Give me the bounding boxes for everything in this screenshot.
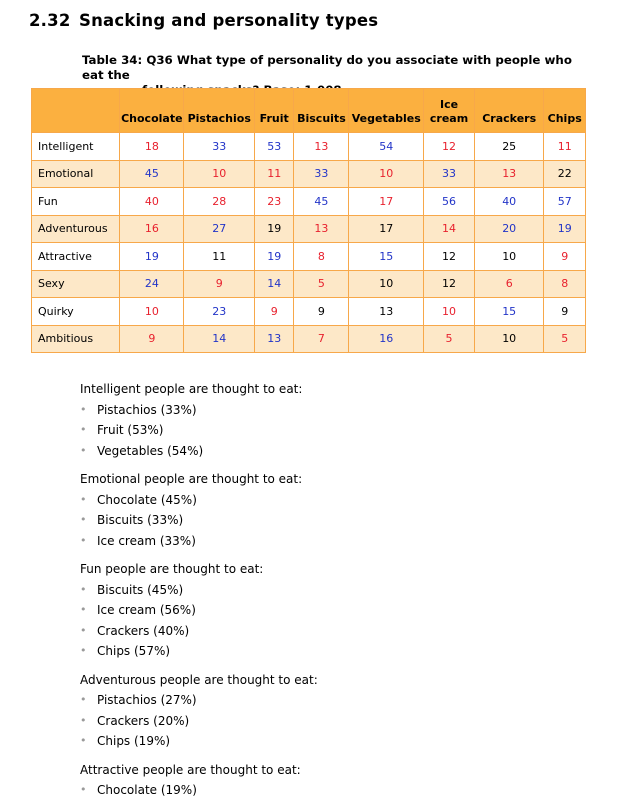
table-cell: 22	[544, 160, 586, 188]
table-cell: 10	[474, 243, 544, 271]
table-cell: 10	[184, 160, 255, 188]
bullet-dot-icon: •	[80, 644, 87, 657]
table-cell: 6	[474, 270, 544, 298]
table-cell: 24	[120, 270, 184, 298]
table-cell: 9	[294, 298, 349, 326]
table-cell: 10	[424, 298, 475, 326]
bullet-dot-icon: •	[80, 734, 87, 747]
table-cell: 23	[184, 298, 255, 326]
summary-group	[80, 670, 580, 752]
table-cell: 12	[424, 270, 475, 298]
table-cell: 27	[184, 215, 255, 243]
table-cell: 14	[424, 215, 475, 243]
list-item-text: Ice cream (56%)	[97, 603, 196, 617]
list-item	[80, 600, 580, 621]
summary-list	[80, 690, 580, 752]
table-cell: 8	[544, 270, 586, 298]
list-item	[80, 510, 580, 531]
table-cell: 57	[544, 188, 586, 216]
bullet-dot-icon: •	[80, 623, 87, 637]
row-label: Fun	[32, 188, 120, 216]
column-header	[349, 89, 424, 133]
table-cell: 54	[349, 133, 424, 161]
table-cell: 8	[294, 243, 349, 271]
summary-group	[80, 559, 580, 662]
table-cell: 19	[255, 215, 294, 243]
table-cell: 9	[544, 243, 586, 271]
list-item-text: Chocolate (19%)	[97, 783, 197, 797]
personality-snacks-table	[31, 88, 586, 353]
table-cell: 19	[120, 243, 184, 271]
list-item	[80, 531, 580, 552]
table-cell: 14	[184, 325, 255, 353]
table-cell: 13	[474, 160, 544, 188]
table-cell: 45	[120, 160, 184, 188]
table-cell: 10	[120, 298, 184, 326]
table-row	[32, 160, 586, 188]
list-item	[80, 780, 580, 801]
table-body	[32, 133, 586, 353]
table-cell: 10	[474, 325, 544, 353]
table-cell: 40	[474, 188, 544, 216]
table-cell: 23	[255, 188, 294, 216]
column-header	[424, 89, 475, 133]
list-item	[80, 621, 580, 642]
list-item-text: Pistachios (33%)	[97, 402, 197, 417]
column-header-text: Fruit	[259, 112, 289, 125]
bullet-dot-icon: •	[80, 603, 87, 616]
table-row	[32, 243, 586, 271]
table-cell: 19	[255, 243, 294, 271]
list-item-text: Biscuits (45%)	[97, 582, 184, 597]
list-item-text: Chips (19%)	[97, 734, 171, 748]
list-item	[80, 641, 580, 662]
column-header	[474, 89, 544, 133]
table-cell: 15	[349, 243, 424, 271]
table-cell: 10	[349, 160, 424, 188]
table-cell: 18	[120, 133, 184, 161]
table-cell: 17	[349, 215, 424, 243]
bullet-dot-icon: •	[80, 713, 87, 727]
list-item	[80, 711, 580, 732]
table-cell: 9	[544, 298, 586, 326]
table-cell: 16	[120, 215, 184, 243]
table-row	[32, 188, 586, 216]
table-cell: 9	[120, 325, 184, 353]
table-cell: 12	[424, 133, 475, 161]
table-cell: 9	[255, 298, 294, 326]
bullet-dot-icon: •	[80, 693, 87, 706]
summary-section	[80, 379, 580, 809]
column-header-text: Biscuits	[297, 112, 346, 125]
table-cell: 53	[255, 133, 294, 161]
table-cell: 45	[294, 188, 349, 216]
bullet-dot-icon: •	[80, 582, 87, 596]
table-row	[32, 270, 586, 298]
column-header-text: Ice	[439, 98, 459, 111]
list-item-text: Ice cream (33%)	[97, 533, 196, 548]
table-cell: 11	[544, 133, 586, 161]
column-header	[184, 89, 255, 133]
table-row	[32, 133, 586, 161]
column-header-text: Chips	[547, 112, 582, 125]
table-cell: 5	[544, 325, 586, 353]
section-number: 2.32	[29, 11, 71, 30]
summary-list	[80, 490, 580, 552]
bullet-dot-icon: •	[80, 402, 87, 416]
table-row	[32, 215, 586, 243]
row-label: Quirky	[32, 298, 120, 326]
row-label: Attractive	[32, 243, 120, 271]
table-cell: 5	[424, 325, 475, 353]
table-cell: 28	[184, 188, 255, 216]
list-item-text: Chocolate (45%)	[97, 492, 197, 507]
list-item	[80, 731, 580, 752]
column-header-text: Pistachios	[187, 112, 251, 125]
section-heading	[29, 11, 378, 30]
list-item	[80, 580, 580, 601]
table-cell: 5	[294, 270, 349, 298]
row-label: Intelligent	[32, 133, 120, 161]
table-cell: 20	[474, 215, 544, 243]
table-cell: 56	[424, 188, 475, 216]
table-cell: 13	[255, 325, 294, 353]
table-cell: 9	[184, 270, 255, 298]
table-cell: 11	[184, 243, 255, 271]
bullet-dot-icon: •	[80, 783, 87, 796]
table-cell: 33	[294, 160, 349, 188]
column-header-text: Chocolate	[121, 112, 183, 125]
bullet-dot-icon: •	[80, 423, 87, 436]
list-item	[80, 420, 580, 441]
summary-list	[80, 580, 580, 662]
row-label: Emotional	[32, 160, 120, 188]
table-cell: 13	[294, 215, 349, 243]
table-cell: 15	[474, 298, 544, 326]
summary-group	[80, 469, 580, 551]
summary-list	[80, 400, 580, 462]
column-header	[294, 89, 349, 133]
summary-group-title: Fun people are thought to eat:	[80, 562, 264, 576]
table-cell: 33	[424, 160, 475, 188]
column-header-text: cream	[429, 112, 469, 125]
bullet-dot-icon: •	[80, 513, 87, 526]
summary-group-title: Emotional people are thought to eat:	[80, 472, 303, 486]
column-header	[120, 89, 184, 133]
table-corner-cell	[32, 89, 120, 133]
list-item-text: Biscuits (33%)	[97, 513, 184, 527]
column-header	[544, 89, 586, 133]
bullet-dot-icon: •	[80, 443, 87, 457]
list-item-text: Chips (57%)	[97, 644, 171, 658]
table-cell: 40	[120, 188, 184, 216]
list-item-text: Pistachios (27%)	[97, 693, 197, 707]
row-label: Sexy	[32, 270, 120, 298]
table-cell: 17	[349, 188, 424, 216]
summary-group-title: Adventurous people are thought to eat:	[80, 672, 318, 687]
list-item-text: Crackers (40%)	[97, 623, 190, 638]
column-header-text: Crackers	[482, 112, 537, 125]
table-row	[32, 298, 586, 326]
summary-group-title: Intelligent people are thought to eat:	[80, 382, 303, 396]
summary-list	[80, 780, 580, 801]
table-cell: 12	[424, 243, 475, 271]
list-item	[80, 690, 580, 711]
list-item-text: Crackers (20%)	[97, 713, 190, 728]
table-cell: 7	[294, 325, 349, 353]
table-cell: 25	[474, 133, 544, 161]
table-cell: 13	[349, 298, 424, 326]
list-item	[80, 441, 580, 462]
section-title: Snacking and personality types	[79, 11, 379, 30]
list-item	[80, 490, 580, 511]
table-cell: 14	[255, 270, 294, 298]
table-caption-line-1: Table 34: Q36 What type of personality do you associate with people who eat the	[82, 53, 572, 82]
table-header-row	[32, 89, 586, 133]
column-header-text: Vegetables	[351, 112, 421, 125]
table-cell: 11	[255, 160, 294, 188]
table-cell: 10	[349, 270, 424, 298]
list-item	[80, 400, 580, 421]
table-cell: 13	[294, 133, 349, 161]
summary-group-title: Attractive people are thought to eat:	[80, 762, 301, 777]
summary-group	[80, 760, 580, 801]
summary-group	[80, 379, 580, 461]
list-item-text: Fruit (53%)	[97, 423, 164, 437]
bullet-dot-icon: •	[80, 533, 87, 547]
table-cell: 19	[544, 215, 586, 243]
table-cell: 16	[349, 325, 424, 353]
row-label: Adventurous	[32, 215, 120, 243]
row-label: Ambitious	[32, 325, 120, 353]
column-header	[255, 89, 294, 133]
list-item-text: Vegetables (54%)	[97, 443, 204, 458]
table-cell: 33	[184, 133, 255, 161]
table-row	[32, 325, 586, 353]
bullet-dot-icon: •	[80, 492, 87, 506]
